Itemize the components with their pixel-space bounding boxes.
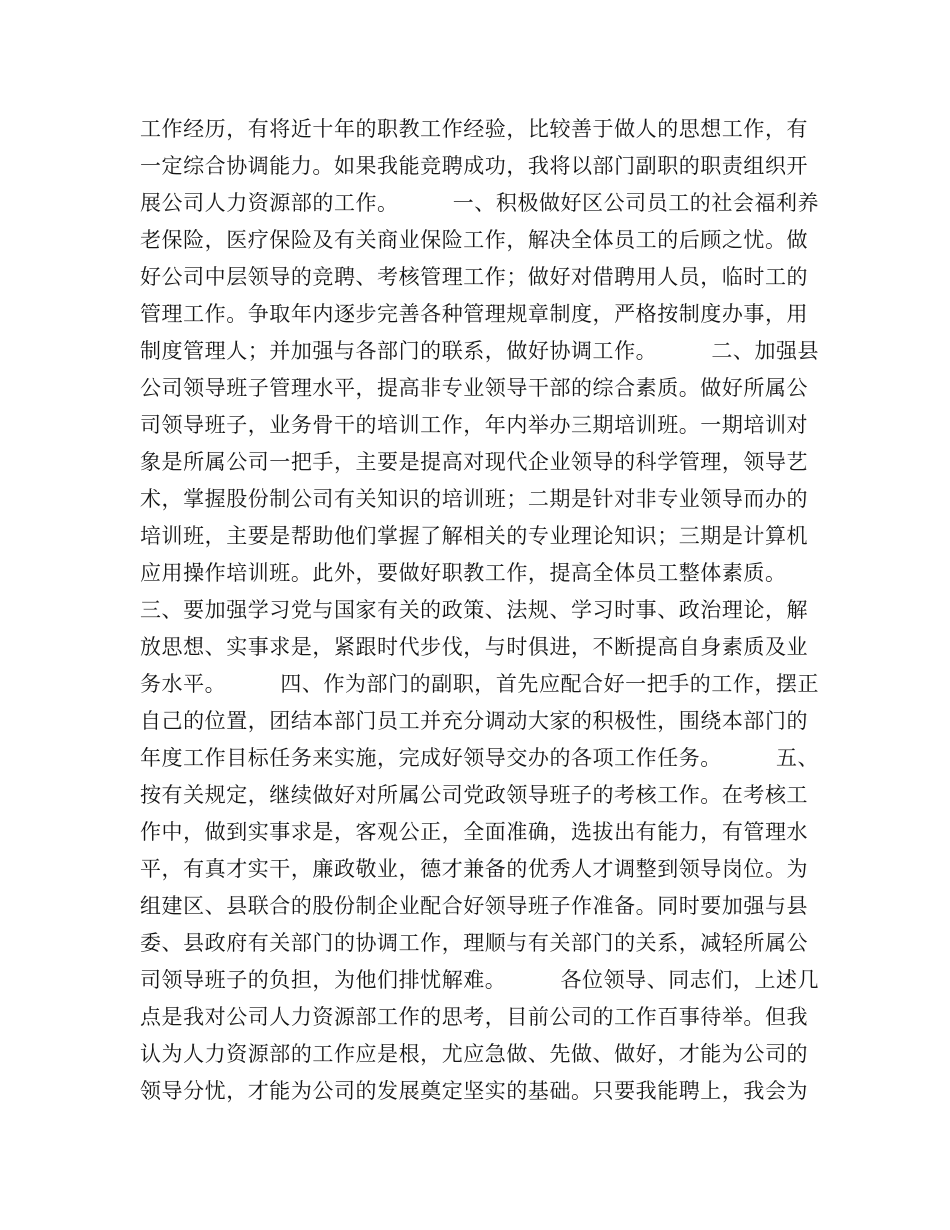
text-line: 象是所属公司一把手，主要是提高对现代企业领导的科学管理，领导艺 xyxy=(140,450,809,474)
text-line: 制度管理人；并加强与各部门的联系，做好协调工作。 二、加强县 xyxy=(140,339,820,363)
text-line: 三、要加强学习党与国家有关的政策、法规、学习时事、政治理论，解 xyxy=(140,598,809,622)
text-line: 好公司中层领导的竞聘、考核管理工作；做好对借聘用人员，临时工的 xyxy=(140,265,809,289)
text-line: 司领导班子的负担，为他们排忧解难。 各位领导、同志们，上述几 xyxy=(140,968,820,992)
text-line: 管理工作。争取年内逐步完善各种管理规章制度，严格按制度办事，用 xyxy=(140,302,809,326)
text-line: 培训班，主要是帮助他们掌握了解相关的专业理论知识；三期是计算机 xyxy=(140,524,809,548)
text-line: 作中，做到实事求是，客观公正，全面准确，选拔出有能力，有管理水 xyxy=(140,820,809,844)
text-line: 工作经历，有将近十年的职教工作经验，比较善于做人的思想工作，有 xyxy=(140,117,809,141)
text-line: 平，有真才实干，廉政敬业，德才兼备的优秀人才调整到领导岗位。为 xyxy=(140,857,809,881)
text-line: 自己的位置，团结本部门员工并充分调动大家的积极性，围绕本部门的 xyxy=(140,709,809,733)
text-line: 应用操作培训班。此外，要做好职教工作，提高全体员工整体素质。 xyxy=(140,561,787,585)
text-line: 按有关规定，继续做好对所属公司党政领导班子的考核工作。在考核工 xyxy=(140,783,809,807)
text-line: 领导分忧，才能为公司的发展奠定坚实的基础。只要我能聘上，我会为 xyxy=(140,1079,809,1103)
text-line: 点是我对公司人力资源部工作的思考，目前公司的工作百事待举。但我 xyxy=(140,1005,809,1029)
text-line: 司领导班子，业务骨干的培训工作，年内举办三期培训班。一期培训对 xyxy=(140,413,809,437)
text-line: 老保险，医疗保险及有关商业保险工作，解决全体员工的后顾之忧。做 xyxy=(140,228,809,252)
text-line: 放思想、实事求是，紧跟时代步伐，与时俱进，不断提高自身素质及业 xyxy=(140,635,809,659)
text-line: 务水平。 四、作为部门的副职，首先应配合好一把手的工作，摆正 xyxy=(140,672,820,696)
text-line: 术，掌握股份制公司有关知识的培训班；二期是针对非专业领导而办的 xyxy=(140,487,809,511)
text-line: 组建区、县联合的股份制企业配合好领导班子作准备。同时要加强与县 xyxy=(140,894,809,918)
text-line: 展公司人力资源部的工作。 一、积极做好区公司员工的社会福利养 xyxy=(140,191,820,215)
text-line: 一定综合协调能力。如果我能竞聘成功，我将以部门副职的职责组织开 xyxy=(140,154,809,178)
text-line: 认为人力资源部的工作应是根，尤应急做、先做、做好，才能为公司的 xyxy=(140,1042,809,1066)
text-line: 委、县政府有关部门的协调工作，理顺与有关部门的关系，减轻所属公 xyxy=(140,931,809,955)
text-line: 公司领导班子管理水平，提高非专业领导干部的综合素质。做好所属公 xyxy=(140,376,809,400)
body-text xyxy=(140,111,820,1110)
text-line: 年度工作目标任务来实施，完成好领导交办的各项工作任务。 五、 xyxy=(140,746,820,770)
